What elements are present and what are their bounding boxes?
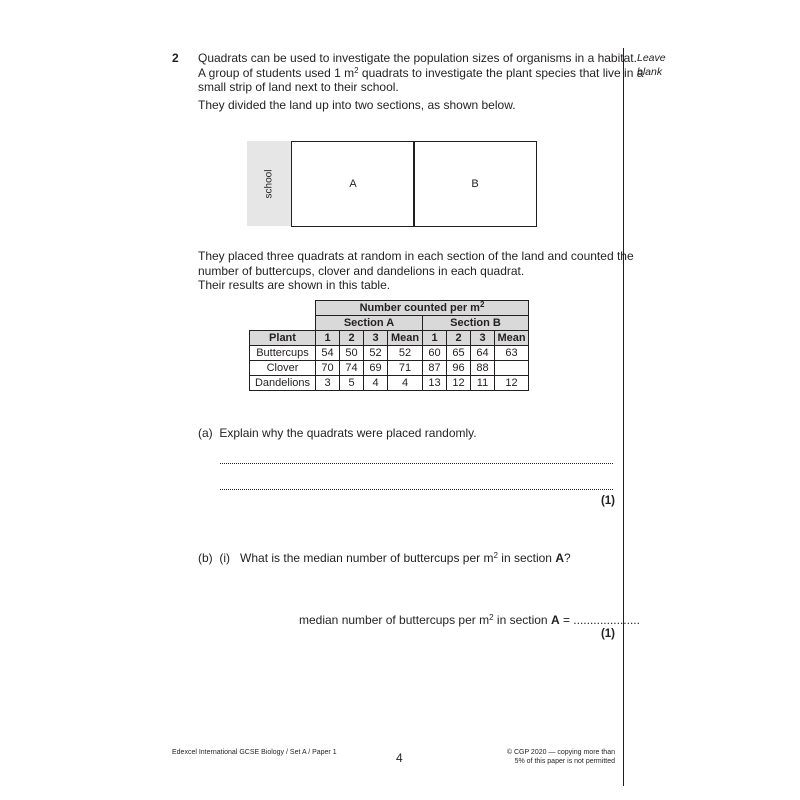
placed-line-3: Their results are shown in this table. <box>198 278 391 292</box>
value-cell: 50 <box>340 346 364 361</box>
column-header: Mean <box>388 331 423 346</box>
intro-line-3: small strip of land next to their school. <box>198 80 399 94</box>
table-title-row <box>250 301 529 316</box>
table-title <box>316 301 529 316</box>
divided-text: They divided the land up into two sections, as shown below. <box>198 98 516 112</box>
blank-label: blank <box>637 66 663 78</box>
plant-cell: Buttercups <box>250 346 316 361</box>
superscript-2: 2 <box>354 65 359 75</box>
part-b-text: What is the median number of buttercups per m <box>240 551 494 565</box>
table-section-row <box>250 316 529 331</box>
plant-cell: Dandelions <box>250 376 316 391</box>
column-header: Mean <box>495 331 529 346</box>
column-header: 3 <box>471 331 495 346</box>
table-column-header-row <box>250 331 529 346</box>
answer-section-bold: A <box>550 613 560 627</box>
value-cell: 74 <box>340 361 364 376</box>
placed-line-2: number of buttercups, clover and dandelions in each quadrat. <box>198 263 525 278</box>
footer-left: Edexcel International GCSE Biology / Set A / Paper 1 <box>172 749 337 756</box>
column-header: 2 <box>340 331 364 346</box>
placed-line-1: They placed three quadrats at random in each section of the land and counted the <box>198 249 634 263</box>
part-a-question <box>198 426 477 441</box>
section-b-header: Section B <box>423 316 529 331</box>
copyright-line-1: © CGP 2020 — copying more than <box>506 749 615 756</box>
value-cell: 52 <box>364 346 388 361</box>
question-number: 2 <box>172 51 179 65</box>
part-b-question <box>198 551 571 566</box>
table-corner <box>250 301 316 316</box>
placed-text <box>198 249 634 293</box>
part-b-sub-label: (i) <box>219 551 231 565</box>
section-a-box <box>291 141 415 227</box>
question-intro <box>198 51 643 95</box>
column-header: 1 <box>423 331 447 346</box>
answer-blank: = .................... <box>559 613 640 627</box>
answer-line-1[interactable] <box>220 463 613 464</box>
value-cell: 5 <box>340 376 364 391</box>
answer-text: median number of buttercups per m <box>299 613 490 627</box>
value-cell: 54 <box>316 346 340 361</box>
value-cell: 71 <box>388 361 423 376</box>
column-header: 2 <box>447 331 471 346</box>
intro-line-1: Quadrats can be used to investigate the population sizes of organisms in a habitat. <box>198 51 637 65</box>
part-b-label: (b) <box>198 551 213 565</box>
leave-label: Leave <box>637 52 666 64</box>
value-cell: 65 <box>447 346 471 361</box>
value-cell-empty <box>495 361 529 376</box>
superscript-2: 2 <box>493 551 498 560</box>
part-b-section-bold: A <box>555 551 564 565</box>
value-cell: 88 <box>471 361 495 376</box>
part-a-marks: (1) <box>600 495 615 507</box>
value-cell: 13 <box>423 376 447 391</box>
plant-cell: Clover <box>250 361 316 376</box>
value-cell: 63 <box>495 346 529 361</box>
table-corner-2 <box>250 316 316 331</box>
section-b-box <box>413 141 537 227</box>
table-row <box>250 361 529 376</box>
intro-line-2 <box>198 66 643 81</box>
intro-line-2-text: A group of students used 1 m <box>198 65 355 80</box>
part-b-text-end: ? <box>563 551 571 565</box>
value-cell: 4 <box>388 376 423 391</box>
plant-header: Plant <box>250 331 316 346</box>
value-cell: 60 <box>423 346 447 361</box>
school-label-box <box>247 141 291 226</box>
school-label: school <box>263 169 275 198</box>
part-b-marks: (1) <box>600 628 615 640</box>
value-cell: 12 <box>447 376 471 391</box>
section-a-label: A <box>349 178 357 190</box>
column-header: 3 <box>364 331 388 346</box>
column-header: 1 <box>316 331 340 346</box>
page-number: 4 <box>396 751 403 765</box>
intro-line-2-text-end: quadrats to investigate the plant species that live in a <box>358 65 644 80</box>
footer-copyright <box>500 748 615 766</box>
value-cell: 4 <box>364 376 388 391</box>
part-b-answer-line[interactable] <box>299 613 640 628</box>
value-cell: 69 <box>364 361 388 376</box>
value-cell: 12 <box>495 376 529 391</box>
superscript-2: 2 <box>489 613 494 622</box>
table-row <box>250 376 529 391</box>
value-cell: 70 <box>316 361 340 376</box>
table-title-text: Number counted per m <box>359 302 480 314</box>
value-cell: 11 <box>471 376 495 391</box>
value-cell: 3 <box>316 376 340 391</box>
value-cell: 64 <box>471 346 495 361</box>
table-title-sup: 2 <box>479 300 485 309</box>
section-a-header: Section A <box>316 316 423 331</box>
value-cell: 96 <box>447 361 471 376</box>
margin-rule <box>623 48 624 786</box>
section-b-label: B <box>471 178 479 190</box>
table-row <box>250 346 529 361</box>
value-cell: 87 <box>423 361 447 376</box>
part-a-text: Explain why the quadrats were placed randomly. <box>219 426 477 440</box>
part-b-text-mid: in section <box>497 551 556 565</box>
value-cell: 52 <box>388 346 423 361</box>
results-table <box>249 300 529 391</box>
answer-text-mid: in section <box>493 613 551 627</box>
answer-line-2[interactable] <box>220 489 613 490</box>
copyright-line-2: 5% of this paper is not permitted <box>514 758 615 765</box>
part-a-label: (a) <box>198 426 213 440</box>
